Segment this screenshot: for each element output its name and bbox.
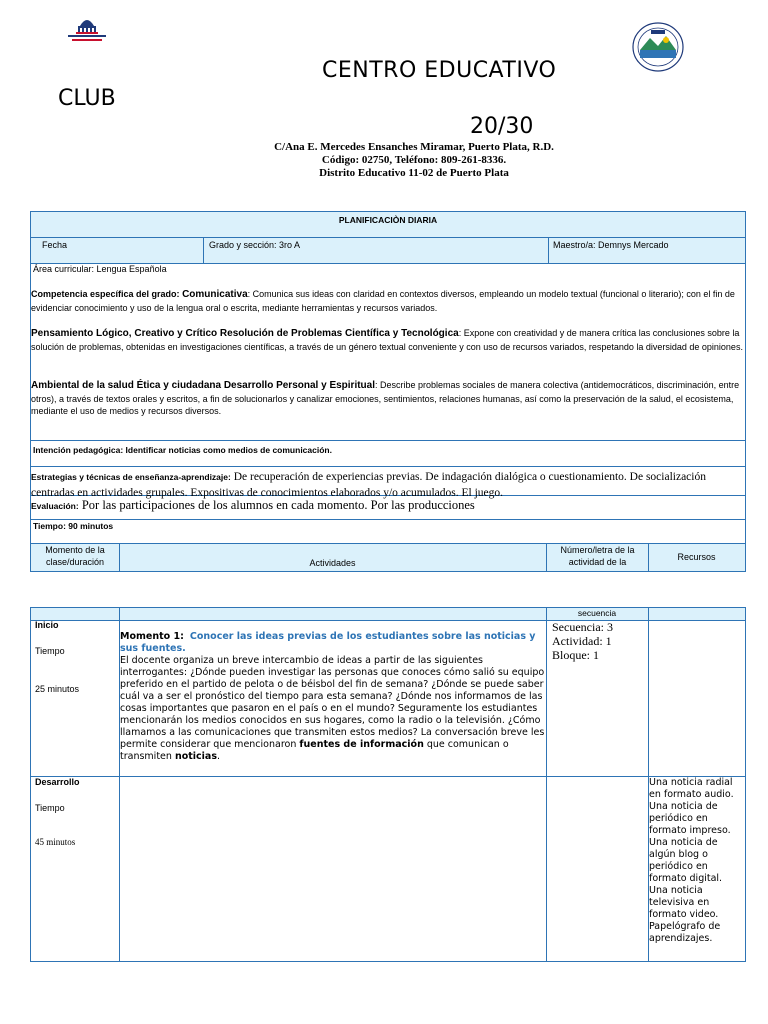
inicio-duracion: 25 minutos: [35, 684, 80, 694]
school-title-line3: 20/30: [470, 114, 534, 139]
desarrollo-label: Desarrollo: [35, 777, 80, 787]
desarrollo-duracion: 45 minutos: [35, 837, 76, 847]
estrategias: Estrategias y técnicas de enseñanza-aprendizaje: De recuperación de experiencias previas. De indagación dialógica o cuestionamiento. De socialización centradas en actividades grupales. Expositivas de conocimientos elaborados y/o acumulados. El juego.: [31, 471, 706, 499]
intencion-pedagogica: Intención pedagógica: Identificar noticias como medios de comunicación.: [33, 445, 332, 455]
grado-seccion: Grado y sección: 3ro A: [209, 240, 301, 250]
col-secuencia: secuencia: [577, 608, 617, 618]
col-actividades: Actividades: [309, 558, 356, 568]
inicio-tiempo-label: Tiempo: [35, 646, 65, 656]
desarrollo-tiempo-label: Tiempo: [35, 803, 65, 813]
recurso-item: Una noticia radial en formato audio.: [649, 777, 734, 800]
ministry-logo: [62, 12, 112, 50]
col-momento: Momento de la clase/duración: [45, 545, 105, 567]
recurso-item: Papelógrafo de aprendizajes.: [649, 921, 721, 944]
momento-1-activity: Momento 1: Conocer las ideas previas de los estudiantes sobre las noticias y sus fuentes. El docente organiza un breve intercambio de ideas a partir de las siguientes interrogantes: ¿Dónde pueden investigar las personas que conoces cómo salió su equipo preferido en el partido de pelota o de béisbol del fin de semana? ¿Dónde se puede saber cuál va a ser el pronóstico del tiempo para esta semana? ¿Dónde nos informamos de las cosas importantes que pasaron en el país o en el mundo? Seguramente los estudiantes mencionarán los medios conocidos en sus hogares, como la radio o la televisión. ¿Cómo llamamos a las comunicaciones que transmiten estos medios? La conversación breve les permite considerar que mencionaron fuentes de información que comunican o transmiten noticias.: [120, 631, 545, 762]
competencia-comunicativa: Competencia específica del grado: Comunicativa: Comunica sus ideas con claridad en contextos diversos, empleando un modelo textual (funcional o literario); con el fin de evidenciar conocimiento y uso de la lengua oral o escrita, mediante herramientas y recursos variados.: [31, 289, 735, 313]
area-curricular: Área curricular: Lengua Española: [33, 264, 167, 274]
school-district: Distrito Educativo 11-02 de Puerto Plata: [319, 167, 509, 179]
evaluacion: Evaluación: Por las participaciones de los alumnos en cada momento. Por las producciones: [31, 498, 475, 512]
school-title-line1: CENTRO EDUCATIVO: [322, 58, 557, 83]
recurso-item: Una noticia de algún blog o periódico en formato digital.: [649, 837, 723, 884]
fecha-label: Fecha: [42, 240, 68, 250]
recurso-item: Una noticia de periódico en formato impreso.: [649, 801, 731, 836]
school-code-phone: Código: 02750, Teléfono: 809-261-8336.: [321, 154, 507, 166]
recurso-item: Una noticia televisiva en formato video.: [649, 885, 719, 920]
desarrollo-recursos: [649, 777, 745, 945]
school-seal-logo: [632, 22, 684, 72]
school-address: C/Ana E. Mercedes Ensanches Miramar, Puerto Plata, R.D.: [274, 141, 554, 153]
col-numero: Número/letra de la actividad de la: [560, 545, 635, 567]
inicio-label: Inicio: [35, 620, 59, 630]
inicio-secuencia: Secuencia: 3 Actividad: 1 Bloque: 1: [552, 620, 613, 662]
col-recursos: Recursos: [677, 552, 716, 562]
competencia-ambiental: Ambiental de la salud Ética y ciudadana Desarrollo Personal y Espiritual: Describe problemas sociales de manera colectiva (antidemocráticos, discriminación, entre otros), a través de textos orales y escritos, a fin de solucionarlos y canalizar emociones, sentimientos, relaciones humanas, así como la preservación de la salud, el ecosistema, mediante el uso de medios y recursos diversos.: [31, 380, 740, 416]
maestro: Maestro/a: Demnys Mercado: [553, 240, 669, 250]
school-title-line2: CLUB: [58, 86, 116, 111]
planning-title: PLANIFICACIÒN DIARIA: [338, 215, 438, 225]
competencia-pensamiento: Pensamiento Lógico, Creativo y Crítico Resolución de Problemas Científica y Tecnológica: Expone con creatividad y de manera crítica las conclusiones sobre la solución de problemas, obtenidas en investigaciones científicas, a través de un género textual conveniente y con uso de recursos variados, respetando la diversidad de opiniones.: [31, 328, 743, 352]
tiempo-total: Tiempo: 90 minutos: [33, 521, 114, 531]
